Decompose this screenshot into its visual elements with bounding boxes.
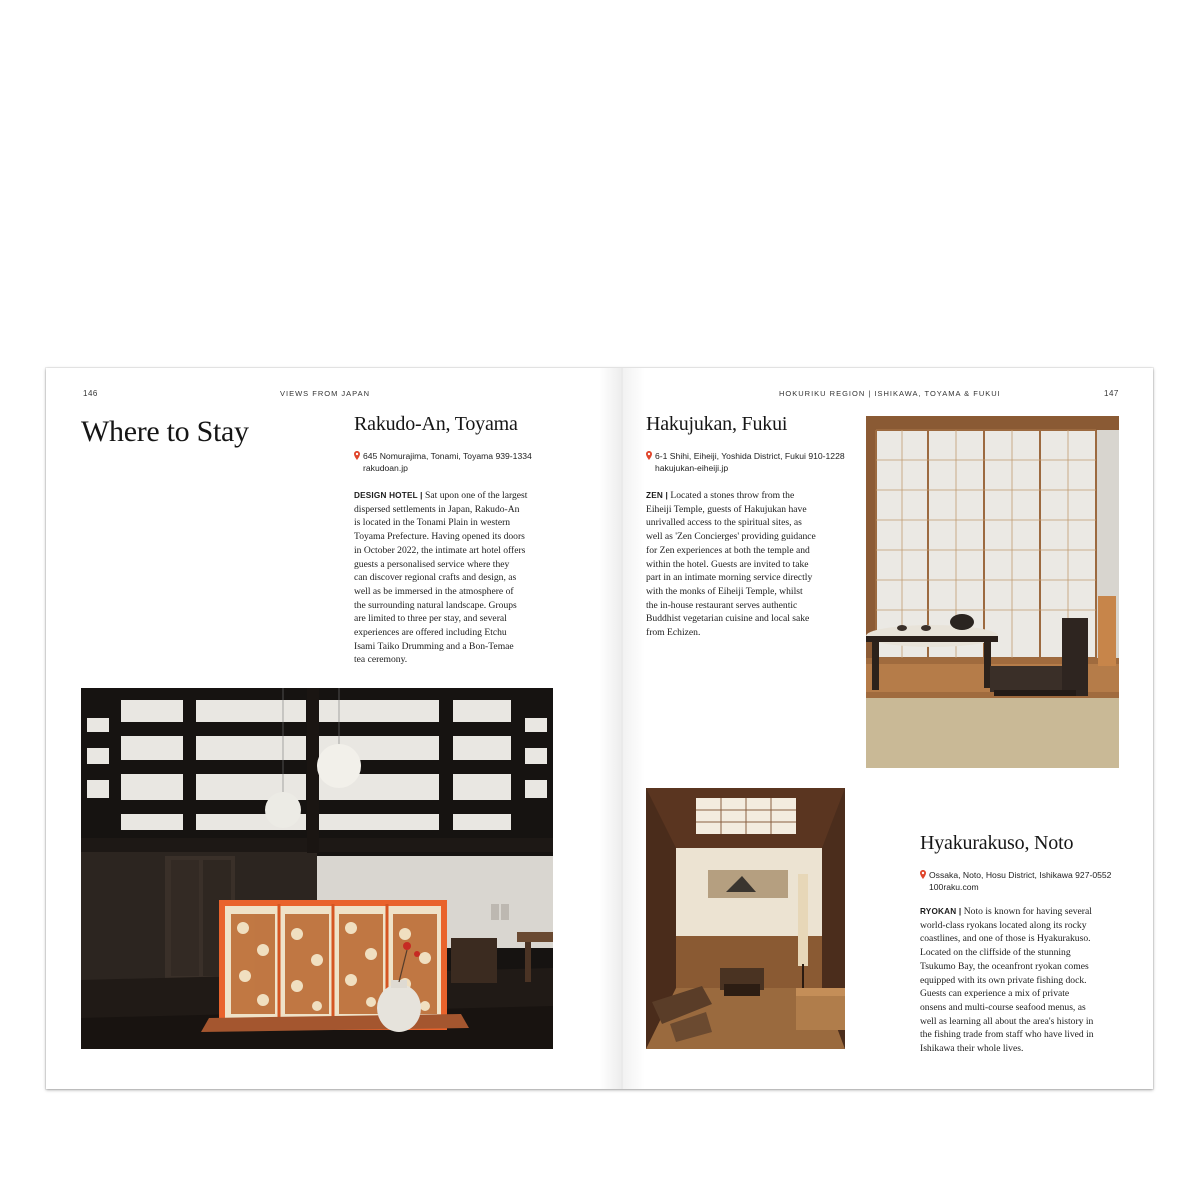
- hotel-name: Hakujukan, Fukui: [646, 413, 788, 435]
- hotel-description: ZEN | Located a stones throw from the Eiheiji Temple, guests of Hakujukan have unrivalled access to the spiritual sites, as well as 'Zen Concierges' providing guidance for Zen experiences at both the temple and within the hotel. Guests are invited to take part in an intimate morning service directly with the monks of Eiheiji Temple, whilst the in-house restaurant serves authentic Buddhist vegetarian cuisine and local sake from Echizen.: [646, 490, 816, 639]
- photo-hakujukan-room: [866, 416, 1119, 768]
- hotel-website[interactable]: hakujukan-eiheiji.jp: [655, 463, 729, 473]
- right-folio: 147: [1104, 389, 1119, 398]
- hotel-entry-hakujukan: [646, 413, 856, 640]
- photo-hyakurakuso-lounge: [646, 788, 845, 1049]
- hotel-website[interactable]: rakudoan.jp: [363, 463, 408, 473]
- left-folio: 146: [83, 389, 98, 398]
- hotel-address-block: [354, 450, 564, 474]
- left-running-head: VIEWS FROM JAPAN: [280, 389, 371, 398]
- hotel-address: Ossaka, Noto, Hosu District, Ishikawa 927-0552: [929, 870, 1112, 880]
- hotel-category: ZEN |: [646, 491, 668, 500]
- hotel-name: Hyakurakuso, Noto: [920, 832, 1074, 854]
- hotel-name: Rakudo-An, Toyama: [354, 413, 518, 435]
- hotel-website[interactable]: 100raku.com: [929, 882, 979, 892]
- hotel-address: 6-1 Shihi, Eiheiji, Yoshida District, Fukui 910-1228: [655, 451, 845, 461]
- section-title: Where to Stay: [81, 415, 249, 448]
- hotel-address-block: [646, 450, 856, 474]
- hotel-description: RYOKAN | Noto is known for having several world-class ryokans located along its rocky coastlines, and one of those is Hyakurakuso. Located on the cliffside of the stunning Tsukumo Bay, the oceanfront ryokan comes equipped with its own private fishing dock. Guests can experience a mix of private onsens and multi-course seafood menus, as well as learning all about the area's history in the fishing trade from staff who have lived in Ishikawa their whole lives.: [920, 906, 1094, 1055]
- location-pin-icon: [920, 870, 929, 879]
- hotel-address-block: [920, 869, 1130, 893]
- hotel-category: DESIGN HOTEL |: [354, 491, 423, 500]
- hotel-entry-hyakurakuso: [920, 832, 1130, 1056]
- hotel-entry-rakudo-an: [354, 413, 564, 667]
- location-pin-icon: [646, 451, 655, 460]
- hotel-address: 645 Nomurajima, Tonami, Toyama 939-1334: [363, 451, 532, 461]
- hotel-description: DESIGN HOTEL | Sat upon one of the largest dispersed settlements in Japan, Rakudo-An is located in the Tonami Plain in western Toyama Prefecture. Having opened its doors in October 2022, the intimate art hotel offers guests a personalised service where they can discover regional crafts and design, as well as be immersed in the atmosphere of the surrounding natural landscape. Groups are limited to three per stay, and several experiences are offered including Etchu Isami Taiko Drumming and a Bon-Temae tea ceremony.: [354, 490, 528, 666]
- photo-rakudo-an-interior: [81, 688, 553, 1049]
- location-pin-icon: [354, 451, 363, 460]
- hotel-category: RYOKAN |: [920, 907, 962, 916]
- magazine-spread: [46, 368, 1153, 1089]
- right-running-head: HOKURIKU REGION | ISHIKAWA, TOYAMA & FUKUI: [779, 389, 1001, 398]
- spine-fold: [599, 368, 645, 1089]
